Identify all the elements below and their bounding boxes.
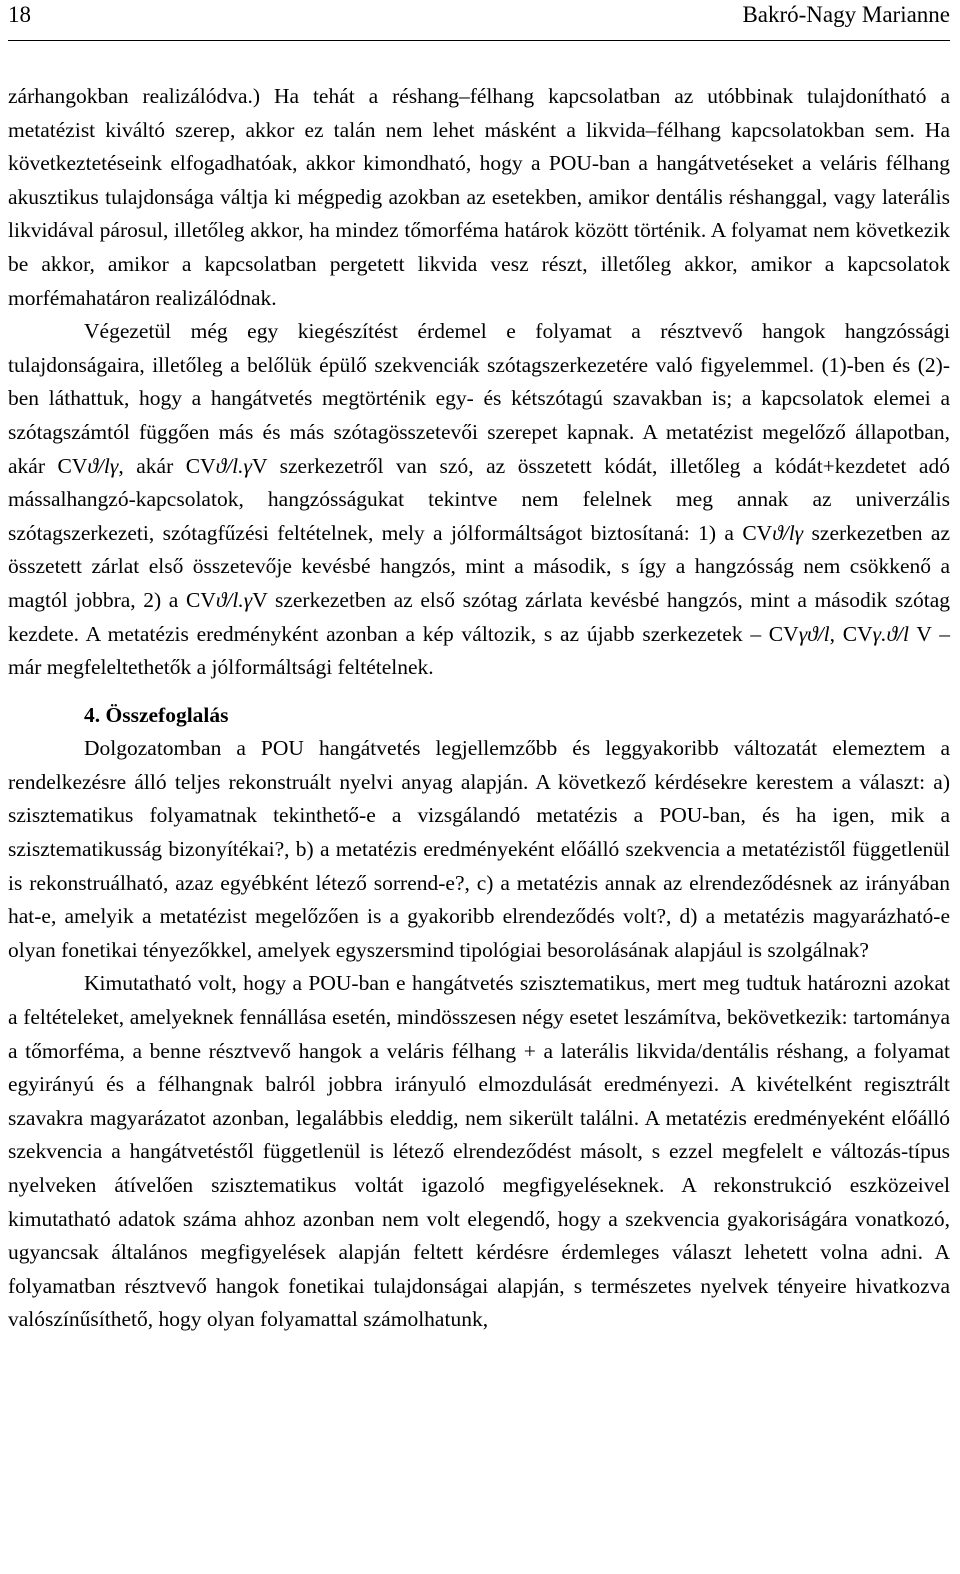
- text-run: V szerkezetről van szó, az összetett kódát, illetőleg a kódát+kezdetet adó mássalhangzó-kapcsolatok, hangzósságukat tekintve nem felelnek meg annak az univerzális szótagszerkezeti, szótagfűzési feltételnek, mely a jólformáltságot biztosítaná: 1) a CV: [8, 453, 950, 545]
- paragraph-2: [8, 315, 950, 685]
- body-text: [8, 80, 950, 1337]
- page-header: [8, 0, 950, 41]
- phonological-formula: γ.ϑ/l: [872, 621, 910, 646]
- text-run: Dolgozatomban a POU hangátvetés legjellemzőbb és leggyakoribb változatát elemeztem a rendelkezésre álló teljes rekonstruált nyelvi anyag alapján. A következő kérdésekre kerestem a választ: a) szisztematikus folyamatnak tekinthető-e a vizsgálandó metatézis a POU-ban, és ha igen, mik a szisztematikusság bizonyítékai?, b) a metatézis eredményeként előálló szekvencia a metatézistől függetlenül is rekonstruálható, azaz egyébként létező sorrend-e?, c) a metatézis annak az elrendeződésnek az irányában hat-e, amelyik a metatézist megelőzően is a gyakoribb elrendeződés volt?, d) a metatézis magyarázható-e olyan fonetikai tényezőkkel, amelyek egyszersmind tipológiai besorolásának alapjául is szolgálnak?: [8, 736, 950, 962]
- phonological-formula: γϑ/l: [798, 621, 830, 646]
- running-head: Bakró-Nagy Marianne: [742, 2, 950, 27]
- paragraph-4: [8, 967, 950, 1337]
- text-run: , akár CV: [118, 453, 216, 478]
- page-number: 18: [8, 2, 31, 27]
- text-run: V – már megfeleltethetők a jólformáltsági feltételnek.: [8, 621, 950, 680]
- text-run: , CV: [829, 621, 873, 646]
- paragraph-3: [8, 732, 950, 967]
- text-run: Végezetül még egy kiegészítést érdemel e folyamat a résztvevő hangok hangzóssági tulajdonságaira, illetőleg a belőlük épülő szekvenciák szótagszerkezetére való figyelemmel. (1)-ben és (2)-ben láthattuk, hogy a hangátvetés megtörténik egy- és kétszótagú szavakban is; a kapcsolatok elemei a szótagszámtól függően más és más szótagösszetevői szerepet kapnak. A metatézist megelőző állapotban, akár CV: [8, 319, 950, 478]
- text-run: szerkezetben az összetett zárlat első összetevője kevésbé hangzós, mint a második, s így a hangzósság nem csökkenő a magtól jobbra, 2) a CV: [8, 520, 950, 612]
- phonological-formula: ϑ/lγ: [772, 520, 804, 545]
- phonological-formula: ϑ/l.γ: [215, 587, 253, 612]
- phonological-formula: ϑ/lγ: [87, 453, 119, 478]
- text-run: V szerkezetben az első szótag zárlata kevésbé hangzós, mint a második szótag kezdete. A metatézis eredményként azonban a kép változik, s az újabb szerkezetek – CV: [8, 587, 950, 646]
- text-run: Kimutatható volt, hogy a POU-ban e hangátvetés szisztematikus, mert meg tudtuk határozni azokat a feltételeket, amelyeknek fennállása esetén, mindösszesen négy esetet leszámítva, bekövetkezik: tartománya a tőmorféma, a benne résztvevő hangok a veláris félhang + a laterális likvida/dentális réshang, a folyamat egyirányú és a félhangnak balról jobbra irányuló elmozdulását eredményezi. A kivételként regisztrált szavakra magyarázatot azonban, legalábbis eleddig, nem sikerült találni. A metatézis eredményeként előálló szekvencia a hangátvetéstől függetlenül is létező elrendeződést másolt, s ezzel megfelelt e változás-típus nyelveken átívelően szisztematikus voltát igazoló megfigyeléseknek. A rekonstrukció eszközeivel kimutatható adatok száma ahhoz azonban nem volt elegendő, hogy a szekvencia gyakoriságára vonatkozó, ugyancsak általános megfigyelések alapján feltett kérdésre érdemleges választ lehetett volna adni. A folyamatban résztvevő hangok fonetikai tulajdonságai alapján, s természetes nyelvek tényeire hivatkozva valószínűsíthető, hogy olyan folyamattal számolhatunk,: [8, 971, 950, 1332]
- phonological-formula: ϑ/l.γ: [215, 453, 252, 478]
- paragraph-1: [8, 80, 950, 315]
- section-heading: 4. Összefoglalás: [84, 702, 229, 727]
- text-run: zárhangokban realizálódva.) Ha tehát a réshang–félhang kapcsolatban az utóbbinak tulajdonítható a metatézist kiváltó szerep, akkor ez talán nem lehet másként a likvida–félhang kapcsolatokban sem. Ha következtetéseink elfogadhatóak, akkor kimondható, hogy a POU-ban a hangátvetéseket a veláris félhang akusztikus tulajdonsága váltja ki mégpedig azokban az esetekben, amikor dentális réshanggal, vagy laterális likvidával párosul, illetőleg akkor, ha mindez tőmorféma határok között történik. A folyamat nem következik be akkor, amikor a kapcsolatban pergetett likvida vesz részt, illetőleg akkor, amikor a kapcsolatok morfémahatáron realizálódnak.: [8, 84, 950, 310]
